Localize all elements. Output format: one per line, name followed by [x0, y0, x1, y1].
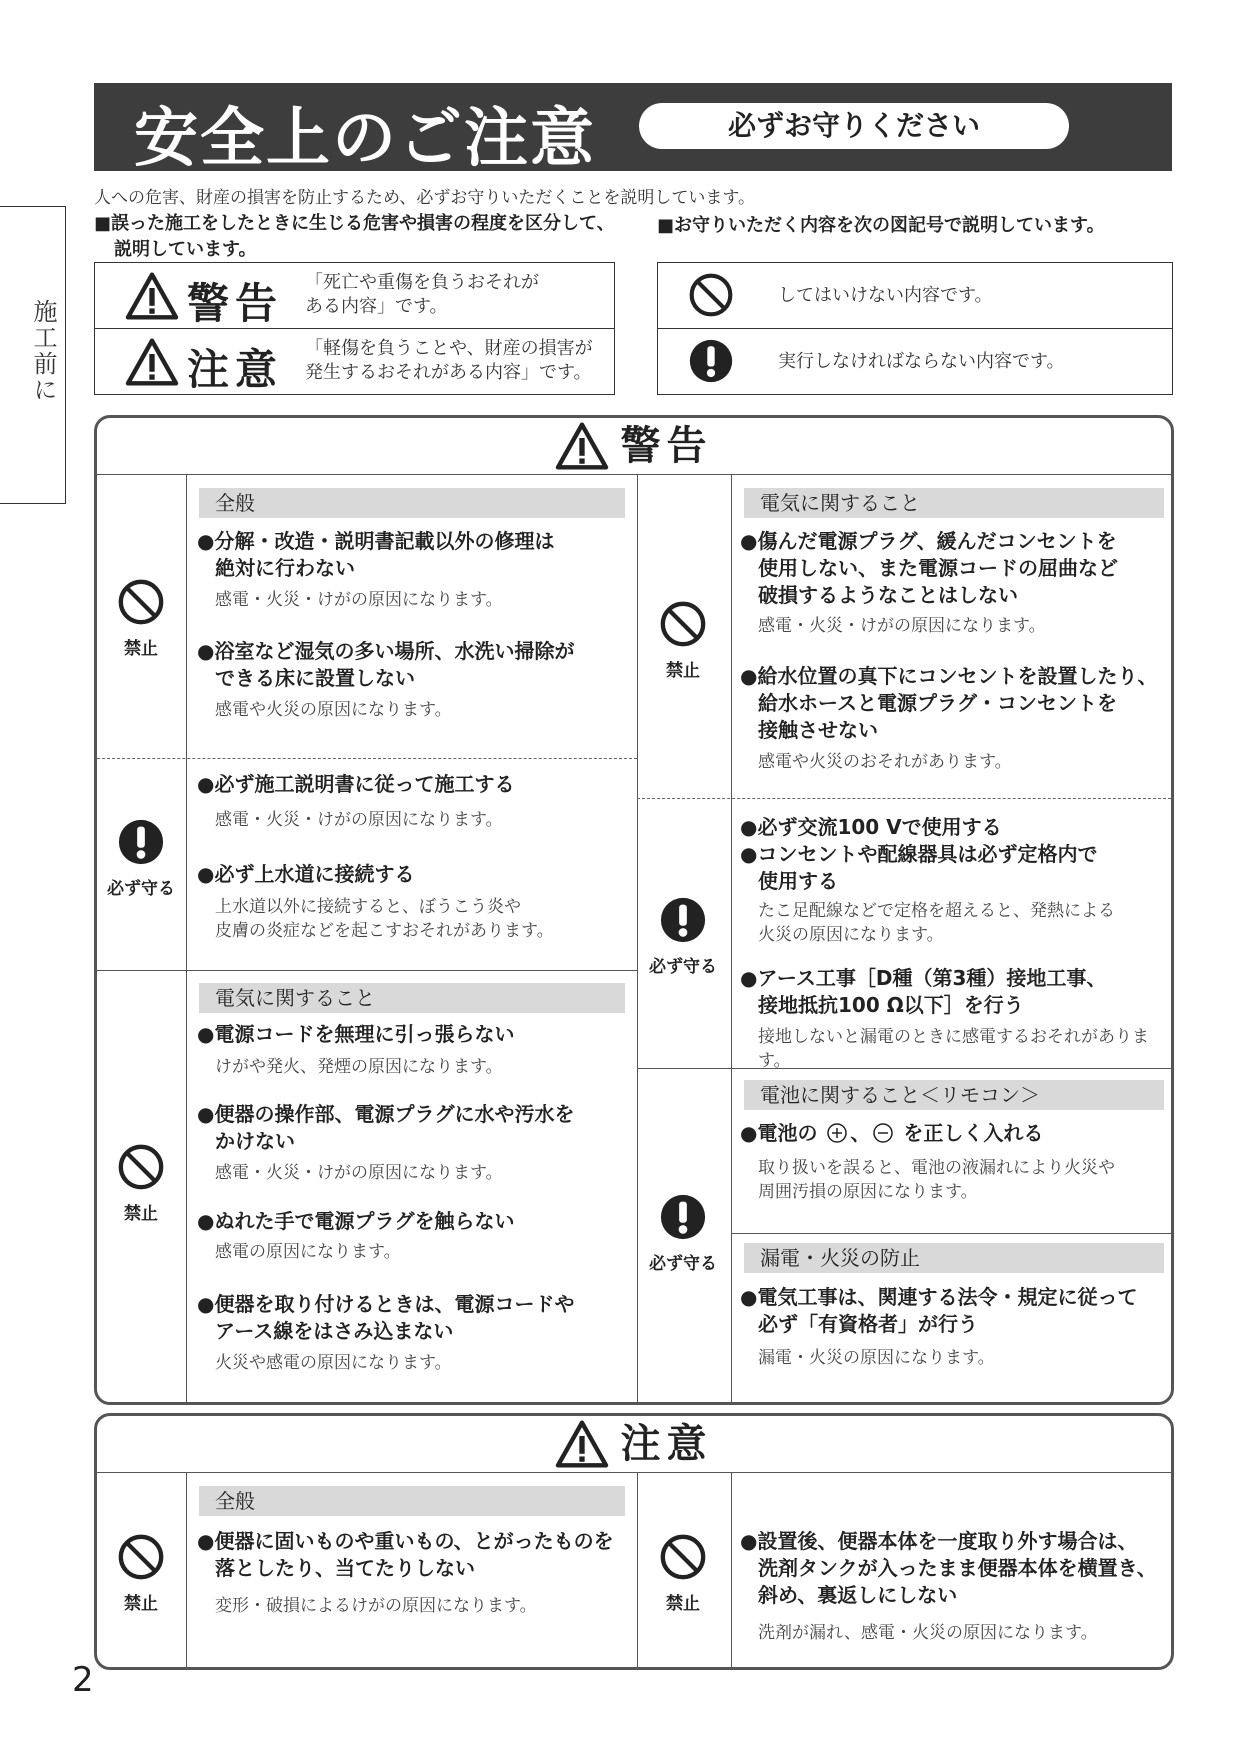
list-item — [197, 771, 514, 798]
list-item — [197, 1528, 614, 1582]
section-leakage: 漏電・火災の防止 — [744, 1243, 1164, 1273]
prohibited-icon — [117, 1533, 165, 1581]
item-text: ●必ず施工説明書に従って施工する — [197, 772, 515, 796]
item-text: ●コンセントや配線器具は必ず定格内で — [740, 842, 1098, 866]
item-text: ●ぬれた手で電源プラグを触らない — [197, 1209, 515, 1233]
symbol-label: 禁止 — [124, 1204, 158, 1224]
item-note — [758, 899, 1115, 947]
caution-box-title: 注意 — [620, 1421, 713, 1467]
mandatory-symbol — [643, 896, 723, 977]
legend-row-mandatory — [658, 328, 1172, 393]
item-text: ●浴室など湿気の多い場所、水洗い掃除が — [197, 639, 575, 663]
caution-box-header — [97, 1416, 1171, 1473]
item-note-line: 皮膚の炎症などを起こすおそれがあります。 — [215, 921, 554, 941]
page-title: 安全上のご注意 — [134, 102, 596, 176]
symbol-label: 禁止 — [666, 661, 700, 681]
legend-caution-desc-line2: 発生するおそれがある内容」です。 — [305, 362, 592, 383]
legend-prohibited-desc: してはいけない内容です。 — [778, 285, 993, 306]
note-left — [94, 211, 634, 263]
legend-warning-label: 警告 — [187, 279, 284, 328]
item-text: ●設置後、便器本体を一度取り外す場合は、 — [740, 1529, 1138, 1553]
item-text: 破損するようなことはしない — [758, 583, 1018, 607]
mandatory-icon — [117, 818, 165, 866]
prohibited-symbol — [101, 1533, 181, 1614]
section-general: 全般 — [199, 488, 625, 518]
item-text: ●必ず交流100 Vで使用する — [740, 815, 1002, 839]
item-note: 感電や火災の原因になります。 — [215, 700, 452, 720]
list-item — [740, 1528, 1157, 1609]
section-electrical: 電気に関すること — [744, 488, 1164, 518]
side-tab-label: 施工前に — [29, 299, 57, 403]
item-text: できる床に設置しない — [215, 666, 415, 690]
prohibited-symbol — [643, 1533, 723, 1614]
item-text: を正しく入れる — [903, 1121, 1044, 1145]
item-note-line: たこ足配線などで定格を超えると、発熱による — [758, 901, 1115, 921]
item-note: 感電・火災・けがの原因になります。 — [215, 810, 503, 830]
item-text: 洗剤タンクが入ったまま便器本体を横置き、 — [758, 1556, 1157, 1580]
note-left-line2: 説明しています。 — [114, 239, 257, 260]
list-item — [197, 861, 414, 888]
page-header — [94, 83, 1172, 176]
caution-box — [94, 1413, 1174, 1670]
item-text: ●アース工事［D種（第3種）接地工事、 — [740, 966, 1107, 990]
symbol-label: 禁止 — [124, 639, 158, 659]
legend-warning-desc-line2: ある内容」です。 — [305, 296, 448, 317]
list-item — [197, 1291, 574, 1345]
item-text: ●便器の操作部、電源プラグに水や汚水を — [197, 1102, 575, 1126]
prohibited-icon — [688, 272, 734, 318]
item-text: ●給水位置の真下にコンセントを設置したり、 — [740, 664, 1158, 688]
list-item — [197, 1021, 514, 1048]
note-right: ■お守りいただく内容を次の図記号で説明しています。 — [657, 215, 1105, 236]
page-number: 2 — [72, 1660, 94, 1700]
item-text: アース線をはさみ込まない — [215, 1319, 454, 1343]
prohibited-icon — [117, 1143, 165, 1191]
item-text: 使用しない、また電源コードの屈曲など — [758, 556, 1118, 580]
item-note — [215, 895, 554, 943]
section-general: 全般 — [199, 1486, 625, 1516]
warning-triangle-icon — [125, 338, 179, 386]
list-item — [740, 1284, 1137, 1338]
list-item — [740, 1120, 1043, 1147]
item-note: 感電の原因になります。 — [215, 1242, 401, 1262]
item-text: 給水ホースと電源プラグ・コンセントを — [758, 691, 1117, 715]
prohibited-icon — [659, 1533, 707, 1581]
list-item — [197, 1208, 514, 1235]
side-tab — [0, 206, 66, 504]
item-note: 感電・火災・けがの原因になります。 — [758, 616, 1046, 636]
item-note-line: 火災の原因になります。 — [758, 925, 944, 945]
item-note: 変形・破損によるけがの原因になります。 — [215, 1596, 537, 1616]
list-item — [197, 528, 554, 582]
prohibited-icon — [659, 600, 707, 648]
warning-triangle-icon — [125, 272, 179, 320]
symbol-label: 必ず守る — [649, 1254, 717, 1274]
item-note: 感電や火災のおそれがあります。 — [758, 752, 1012, 772]
legend-row-warning — [95, 263, 614, 327]
section-battery: 電池に関すること＜リモコン＞ — [744, 1080, 1164, 1110]
legend-row-prohibited — [658, 263, 1172, 327]
plus-terminal-icon — [826, 1122, 848, 1144]
legend-warning-desc-line1: 「死亡や重傷を負うおそれが — [305, 272, 539, 293]
warning-box-title: 警告 — [620, 423, 713, 469]
legend-caution-desc — [305, 337, 593, 385]
section-electrical: 電気に関すること — [199, 983, 625, 1013]
symbol-label: 禁止 — [124, 1594, 158, 1614]
mandatory-icon — [659, 1193, 707, 1241]
minus-terminal-icon — [872, 1122, 894, 1144]
item-text: 絶対に行わない — [215, 556, 355, 580]
item-text: ●電池の — [740, 1121, 818, 1145]
item-text: ●便器に固いものや重いもの、とがったものを — [197, 1529, 614, 1553]
item-note-line: 周囲汚損の原因になります。 — [758, 1182, 978, 1202]
prohibited-symbol — [101, 1143, 181, 1224]
legend-row-caution — [95, 328, 614, 393]
list-item — [197, 1101, 574, 1155]
warning-box — [94, 415, 1174, 1405]
item-text: ●傷んだ電源プラグ、緩んだコンセントを — [740, 529, 1117, 553]
prohibited-symbol — [101, 578, 181, 659]
prohibited-symbol — [643, 600, 723, 681]
intro-text: 人への危害、財産の損害を防止するため、必ずお守りいただくことを説明しています。 — [94, 188, 755, 208]
item-note-line: 取り扱いを誤ると、電池の液漏れにより火災や — [758, 1158, 1115, 1178]
item-note: 感電・火災・けがの原因になります。 — [215, 1163, 503, 1183]
header-badge: 必ずお守りください — [639, 103, 1069, 149]
item-text: 落としたり、当てたりしない — [215, 1556, 475, 1580]
item-text: ●分解・改造・説明書記載以外の修理は — [197, 529, 555, 553]
prohibited-icon — [117, 578, 165, 626]
symbol-label: 禁止 — [666, 1594, 700, 1614]
mandatory-icon — [688, 338, 734, 384]
legend-severity — [94, 262, 615, 395]
mandatory-icon — [659, 896, 707, 944]
warning-box-header — [97, 418, 1171, 475]
item-text: ●必ず上水道に接続する — [197, 862, 415, 886]
item-text: ●電気工事は、関連する法令・規定に従って — [740, 1285, 1138, 1309]
note-left-line1: ■誤った施工をしたときに生じる危害や損害の程度を区分して、 — [94, 213, 615, 234]
item-note: 火災や感電の原因になります。 — [215, 1353, 452, 1373]
mandatory-symbol — [101, 818, 181, 899]
item-text: かけない — [215, 1129, 295, 1153]
symbol-label: 必ず守る — [649, 957, 717, 977]
legend-caution-desc-line1: 「軽傷を負うことや、財産の損害が — [305, 338, 593, 359]
legend-warning-desc — [305, 271, 539, 319]
item-text: ●電源コードを無理に引っ張らない — [197, 1022, 515, 1046]
item-note: けがや発火、発煙の原因になります。 — [215, 1057, 503, 1077]
item-note: 洗剤が漏れ、感電・火災の原因になります。 — [758, 1623, 1098, 1643]
warning-triangle-icon — [555, 422, 609, 470]
item-text: 必ず「有資格者」が行う — [758, 1312, 978, 1336]
list-item — [740, 663, 1157, 744]
item-note: 漏電・火災の原因になります。 — [758, 1348, 995, 1368]
item-text: 斜め、裏返しにしない — [758, 1583, 958, 1607]
legend-caution-label: 注意 — [187, 345, 284, 394]
item-note: 感電・火災・けがの原因になります。 — [215, 590, 503, 610]
item-text: 、 — [850, 1121, 871, 1145]
legend-symbols — [657, 262, 1173, 395]
item-text: 接触させない — [758, 718, 878, 742]
list-item — [740, 814, 1097, 895]
warning-triangle-icon — [555, 1420, 609, 1468]
item-note — [758, 1156, 1115, 1204]
item-text: 使用する — [758, 869, 838, 893]
mandatory-symbol — [643, 1193, 723, 1274]
list-item — [197, 638, 574, 692]
item-text: ●便器を取り付けるときは、電源コードや — [197, 1292, 575, 1316]
item-note: 接地しないと漏電のときに感電するおそれがあります。 — [758, 1027, 1149, 1071]
list-item — [740, 965, 1106, 1019]
item-note-line: 上水道以外に接続すると、ぼうこう炎や — [215, 897, 521, 917]
list-item — [740, 528, 1118, 609]
legend-mandatory-desc: 実行しなければならない内容です。 — [778, 351, 1065, 372]
symbol-label: 必ず守る — [107, 879, 175, 899]
item-text: 接地抵抗100 Ω以下］を行う — [758, 993, 1024, 1017]
